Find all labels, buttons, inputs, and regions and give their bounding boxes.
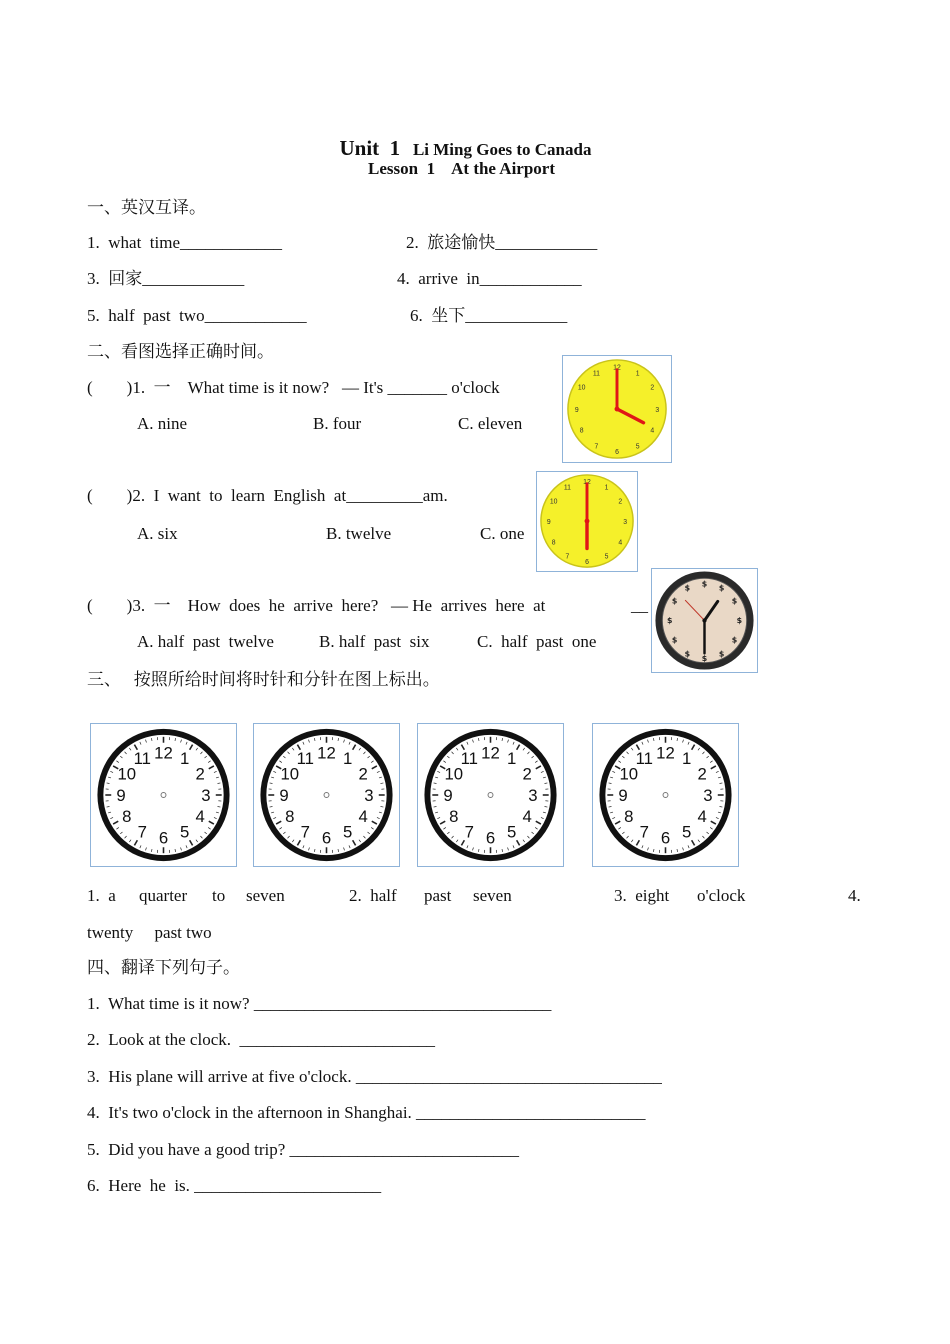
- svg-text:8: 8: [579, 427, 584, 435]
- clock-numeral: 7: [300, 822, 310, 842]
- clock-numeral: 3: [528, 785, 538, 805]
- s3-label-3a: 3. eight: [614, 886, 670, 905]
- svg-text:8: 8: [551, 539, 556, 547]
- clock-numeral: 1: [180, 749, 190, 769]
- clock-numeral: 12: [317, 743, 336, 763]
- section4-heading: 四、翻译下列句子。: [87, 958, 240, 977]
- blank-clock-face-icon: [418, 724, 563, 866]
- svg-text:4: 4: [618, 539, 623, 547]
- clock-numeral: 10: [619, 764, 639, 784]
- svg-text:9: 9: [574, 406, 579, 414]
- svg-text:1: 1: [635, 370, 640, 378]
- s1-item-2: 2. 旅途愉快____________: [406, 233, 598, 252]
- clock-numeral: 8: [624, 807, 634, 827]
- section2-heading: 二、看图选择正确时间。: [87, 342, 274, 361]
- svg-text:9: 9: [546, 518, 551, 526]
- clock-numeral: 2: [358, 764, 368, 784]
- lesson-title: Lesson 1 At the Airport: [368, 159, 555, 178]
- clock-numeral: 12: [481, 743, 500, 763]
- clock-numeral: 2: [195, 764, 205, 784]
- svg-text:$: $: [718, 649, 725, 659]
- s3-label-1d: seven: [246, 886, 285, 905]
- clock-numeral: 8: [122, 807, 132, 827]
- s3-label-4b: twenty past two: [87, 923, 212, 942]
- clock-numeral: 1: [507, 749, 517, 769]
- svg-text:5: 5: [635, 443, 640, 451]
- s1-item-3: 3. 回家____________: [87, 269, 245, 288]
- section3-heading: 三、 按照所给时间将时针和分针在图上标出。: [87, 670, 440, 689]
- s3-label-1c: to: [212, 886, 226, 905]
- q3-option-c: C. half past one: [477, 632, 597, 651]
- svg-text:$: $: [731, 596, 738, 606]
- blank-clock-face-icon: [91, 724, 236, 866]
- q3-stem: ( )3. 一 How does he arrive here? — He arrives here at: [87, 596, 546, 615]
- unit-number: Unit 1: [339, 136, 401, 160]
- clock-numeral: 1: [343, 749, 353, 769]
- svg-text:$: $: [671, 635, 678, 645]
- q1-option-c: C. eleven: [458, 414, 523, 433]
- svg-text:3: 3: [623, 518, 628, 526]
- q2-stem: ( )2. I want to learn English at_________am.: [87, 486, 448, 505]
- svg-text:$: $: [718, 583, 725, 593]
- yellow-clock-six-icon: [537, 472, 637, 571]
- clock-numeral: 9: [279, 785, 289, 805]
- clock-numeral: 10: [117, 764, 137, 784]
- clock-numeral: 4: [358, 807, 368, 827]
- clock-numeral: 11: [133, 749, 151, 769]
- q3-clock-image: [651, 568, 758, 673]
- svg-text:$: $: [701, 579, 708, 589]
- blank-clock-1[interactable]: [90, 723, 237, 867]
- wall-clock-half-past-one-icon: [652, 569, 757, 672]
- svg-text:$: $: [731, 635, 738, 645]
- clock-numeral: 5: [682, 822, 692, 842]
- clock-numeral: 8: [285, 807, 295, 827]
- svg-text:10: 10: [549, 498, 558, 506]
- clock-numeral: 6: [660, 828, 671, 848]
- clock-numeral: 4: [195, 807, 205, 827]
- svg-text:10: 10: [577, 384, 586, 392]
- clock-numeral: 11: [296, 749, 314, 769]
- svg-text:2: 2: [618, 498, 623, 506]
- clock-numeral: 10: [444, 764, 464, 784]
- svg-text:1: 1: [604, 484, 609, 492]
- svg-text:7: 7: [565, 553, 570, 561]
- clock-numeral: 8: [449, 807, 459, 827]
- clock-numeral: 3: [364, 785, 374, 805]
- clock-numeral: 3: [201, 785, 211, 805]
- blank-clock-face-icon: [254, 724, 399, 866]
- s1-item-4: 4. arrive in____________: [397, 269, 582, 288]
- s1-item-6: 6. 坐下____________: [410, 306, 568, 325]
- svg-text:6: 6: [615, 449, 619, 457]
- svg-text:$: $: [684, 583, 691, 593]
- svg-text:12: 12: [613, 364, 621, 372]
- clock-numeral: 11: [460, 749, 478, 769]
- clock-numeral: 5: [180, 822, 190, 842]
- svg-text:$: $: [701, 654, 708, 664]
- blank-clock-face-icon: [593, 724, 738, 866]
- clock-numeral: 7: [137, 822, 147, 842]
- s1-item-5: 5. half past two____________: [87, 306, 307, 325]
- s3-label-1a: 1. a: [87, 886, 116, 905]
- clock-numeral: 7: [639, 822, 649, 842]
- s4-item-3: 3. His plane will arrive at five o'clock. ____________________________________: [87, 1067, 662, 1086]
- q2-option-c: C. one: [480, 524, 525, 543]
- q1-option-b: B. four: [313, 414, 362, 433]
- clock-numeral: 2: [522, 764, 532, 784]
- clock-numeral: 1: [682, 749, 692, 769]
- s3-label-2a: 2. half: [349, 886, 397, 905]
- q3-option-a: A. half past twelve: [137, 632, 274, 651]
- svg-text:$: $: [671, 596, 678, 606]
- clock-numeral: 3: [703, 785, 713, 805]
- clock-numeral: 12: [656, 743, 675, 763]
- svg-text:6: 6: [585, 559, 589, 567]
- clock-numeral: 6: [321, 828, 332, 848]
- clock-numeral: 11: [635, 749, 653, 769]
- q3-answer-blank: __: [631, 596, 648, 615]
- svg-text:$: $: [684, 649, 691, 659]
- clock-numeral: 10: [280, 764, 300, 784]
- s4-item-6: 6. Here he is. ______________________: [87, 1176, 382, 1195]
- yellow-clock-four-icon: [563, 356, 671, 462]
- unit-title: Li Ming Goes to Canada: [412, 140, 592, 159]
- blank-clock-4[interactable]: [592, 723, 739, 867]
- svg-text:$: $: [736, 615, 743, 625]
- s4-item-5: 5. Did you have a good trip? ___________________________: [87, 1140, 520, 1159]
- q2-clock-image: [536, 471, 638, 572]
- clock-numeral: 5: [507, 822, 517, 842]
- svg-text:$: $: [666, 615, 673, 625]
- clock-numeral: 5: [343, 822, 353, 842]
- clock-numeral: 2: [697, 764, 707, 784]
- q2-option-b: B. twelve: [326, 524, 392, 543]
- unit-heading: [331, 118, 591, 160]
- clock-numeral: 9: [116, 785, 126, 805]
- s3-label-3b: o'clock: [697, 886, 746, 905]
- s3-label-2c: seven: [473, 886, 512, 905]
- s4-item-2: 2. Look at the clock. _______________________: [87, 1030, 435, 1049]
- q1-option-a: A. nine: [137, 414, 188, 433]
- svg-text:5: 5: [604, 553, 609, 561]
- clock-numeral: 9: [443, 785, 453, 805]
- s3-label-2b: past: [424, 886, 452, 905]
- section1-heading: 一、英汉互译。: [87, 198, 206, 217]
- q3-option-b: B. half past six: [319, 632, 430, 651]
- q1-clock-image: [562, 355, 672, 463]
- blank-clock-3[interactable]: [417, 723, 564, 867]
- svg-text:12: 12: [583, 478, 591, 486]
- clock-numeral: 9: [618, 785, 628, 805]
- s3-label-4a: 4.: [848, 886, 861, 905]
- s4-item-4: 4. It's two o'clock in the afternoon in Shanghai. ___________________________: [87, 1103, 646, 1122]
- clock-numeral: 12: [154, 743, 173, 763]
- clock-numeral: 6: [158, 828, 169, 848]
- clock-numeral: 4: [522, 807, 532, 827]
- s3-label-1b: quarter: [139, 886, 188, 905]
- clock-numeral: 4: [697, 807, 707, 827]
- s1-item-1: 1. what time____________: [87, 233, 283, 252]
- svg-text:3: 3: [655, 406, 660, 414]
- svg-text:11: 11: [563, 484, 571, 492]
- svg-text:7: 7: [594, 443, 599, 451]
- blank-clock-2[interactable]: [253, 723, 400, 867]
- clock-numeral: 7: [464, 822, 474, 842]
- svg-text:2: 2: [650, 384, 655, 392]
- clock-numeral: 6: [485, 828, 496, 848]
- svg-text:4: 4: [650, 427, 655, 435]
- q1-stem: ( )1. 一 What time is it now? — It's _______ o'clock: [87, 378, 500, 397]
- svg-text:11: 11: [592, 370, 600, 378]
- q2-option-a: A. six: [137, 524, 178, 543]
- s4-item-1: 1. What time is it now? ___________________________________: [87, 994, 552, 1013]
